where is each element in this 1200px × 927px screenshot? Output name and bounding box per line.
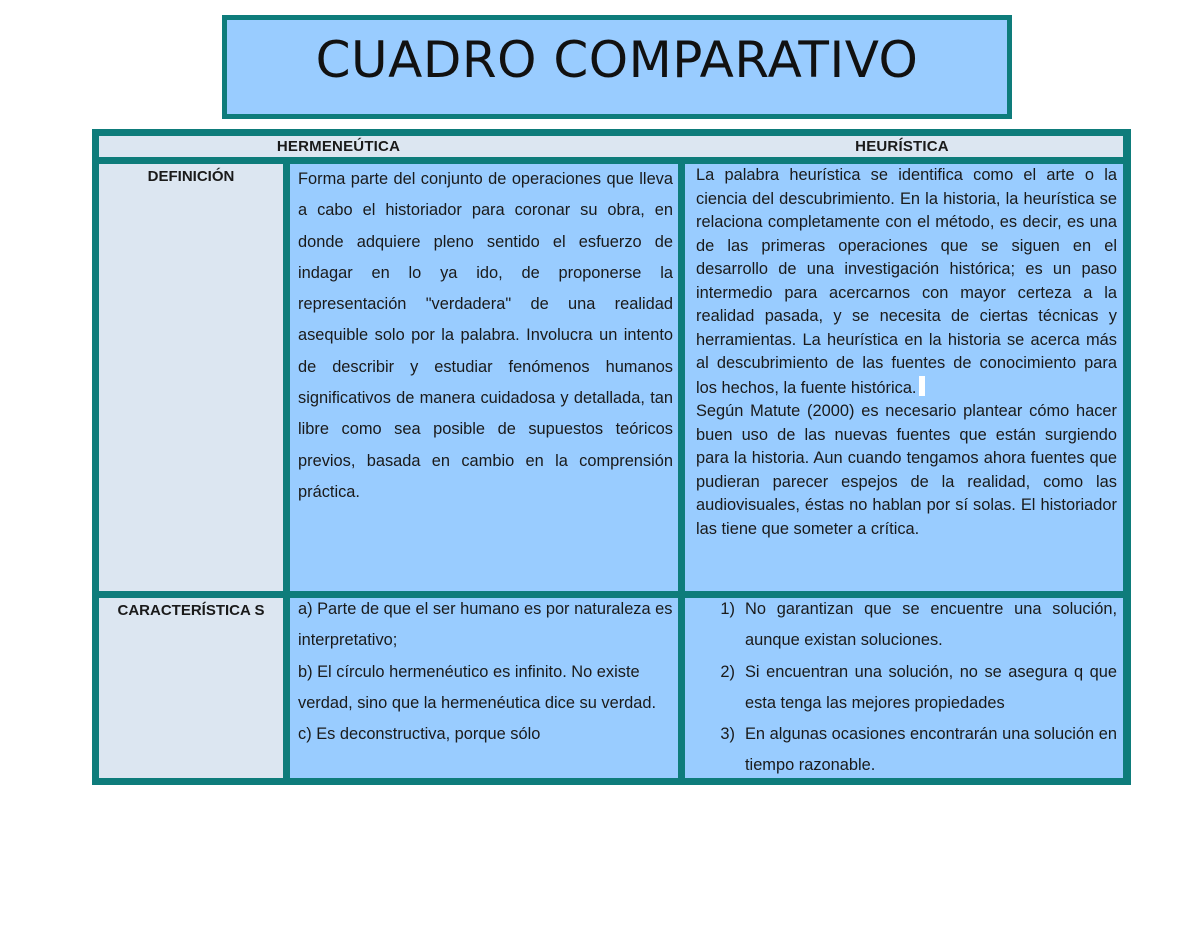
list-item: b) El círculo hermenéutico es infinito. No existe verdad, sino que la hermenéutica dice su verdad.	[298, 662, 657, 712]
definicion-heuristica-p1: La palabra heurística se identifica como el arte o la ciencia del descubrimiento. En la historia, la heurística se relaciona completamente con el método, es decir, es una de las primeras operaciones que se siguen en el desarrollo de una investigación histórica; es un paso intermedio para acercarnos con mayor certeza a la realidad pasada, y se necesita de ciertas técnicas y herramientas. La heurística en la historia se acerca más al descubrimiento de las fuentes de conocimiento para los hechos, la fuente histórica.	[696, 166, 1117, 397]
list-text: No garantizan que se encuentre una solución, aunque existan soluciones.	[745, 600, 1117, 650]
header-hermeneutica: HERMENEÚTICA	[276, 138, 401, 155]
definicion-hermeneutica-cell	[290, 164, 678, 591]
comparison-table	[92, 129, 1131, 785]
list-item: a) Parte de que el ser humano es por naturaleza es interpretativo;	[298, 600, 673, 650]
caracteristicas-heuristica-cell	[685, 598, 1123, 778]
definicion-hermeneutica-text: Forma parte del conjunto de operaciones que lleva a cabo el historiador para coronar su obra, en donde adquiere pleno sentido el esfuerzo de indagar en lo ya ido, de proponerse la representación "verdadera" de una realidad asequible solo por la palabra. Involucra un intento de describir y estudiar fenómenos humanos significativos de manera cuidadosa y detallada, tan libre como sea posible de supuestos teóricos previos, basada en cambio en la comprensión práctica.	[298, 170, 673, 501]
text-cursor	[919, 376, 925, 396]
caracteristicas-hermeneutica-cell	[290, 598, 678, 778]
list-text: Si encuentran una solución, no se asegura q que esta tenga las mejores propiedades	[745, 662, 1117, 712]
header-heuristica: HEURÍSTICA	[855, 138, 949, 155]
row-label-caracteristicas-cell	[99, 598, 283, 778]
header-gap-cell	[578, 136, 681, 157]
row-label-definicion: DEFINICIÓN	[147, 168, 235, 185]
caracteristicas-hermeneutica-list	[298, 598, 673, 750]
caracteristicas-heuristica-list	[691, 598, 1117, 778]
title-box	[222, 15, 1012, 119]
header-heuristica-cell	[681, 136, 1123, 157]
definicion-heuristica-cell	[685, 164, 1123, 591]
row-label-definicion-cell	[99, 164, 283, 591]
list-item	[691, 598, 1117, 657]
definicion-heuristica-block	[696, 164, 1117, 541]
definicion-heuristica-p2: Según Matute (2000) es necesario plantear cómo hacer buen uso de las nuevas fuentes que están surgiendo para la historia. Aun cuando tengamos ahora fuentes que pudieran parecer espejos de la realidad, como las audiovisuales, éstas no hablan por sí solas. El historiador las tiene que someter a crítica.	[696, 402, 1117, 538]
page-title: CUADRO COMPARATIVO	[315, 31, 919, 89]
list-item	[691, 719, 1117, 778]
list-number: 3)	[720, 725, 735, 744]
list-number: 2)	[720, 662, 735, 681]
list-item	[691, 657, 1117, 720]
list-number: 1)	[720, 600, 735, 618]
row-label-caracteristicas: CARACTERÍSTICA S	[117, 602, 265, 619]
header-corner-cell	[99, 136, 578, 157]
list-item: c) Es deconstructiva, porque sólo	[298, 725, 541, 744]
list-text: En algunas ocasiones encontrarán una solución en tiempo razonable.	[745, 725, 1117, 775]
